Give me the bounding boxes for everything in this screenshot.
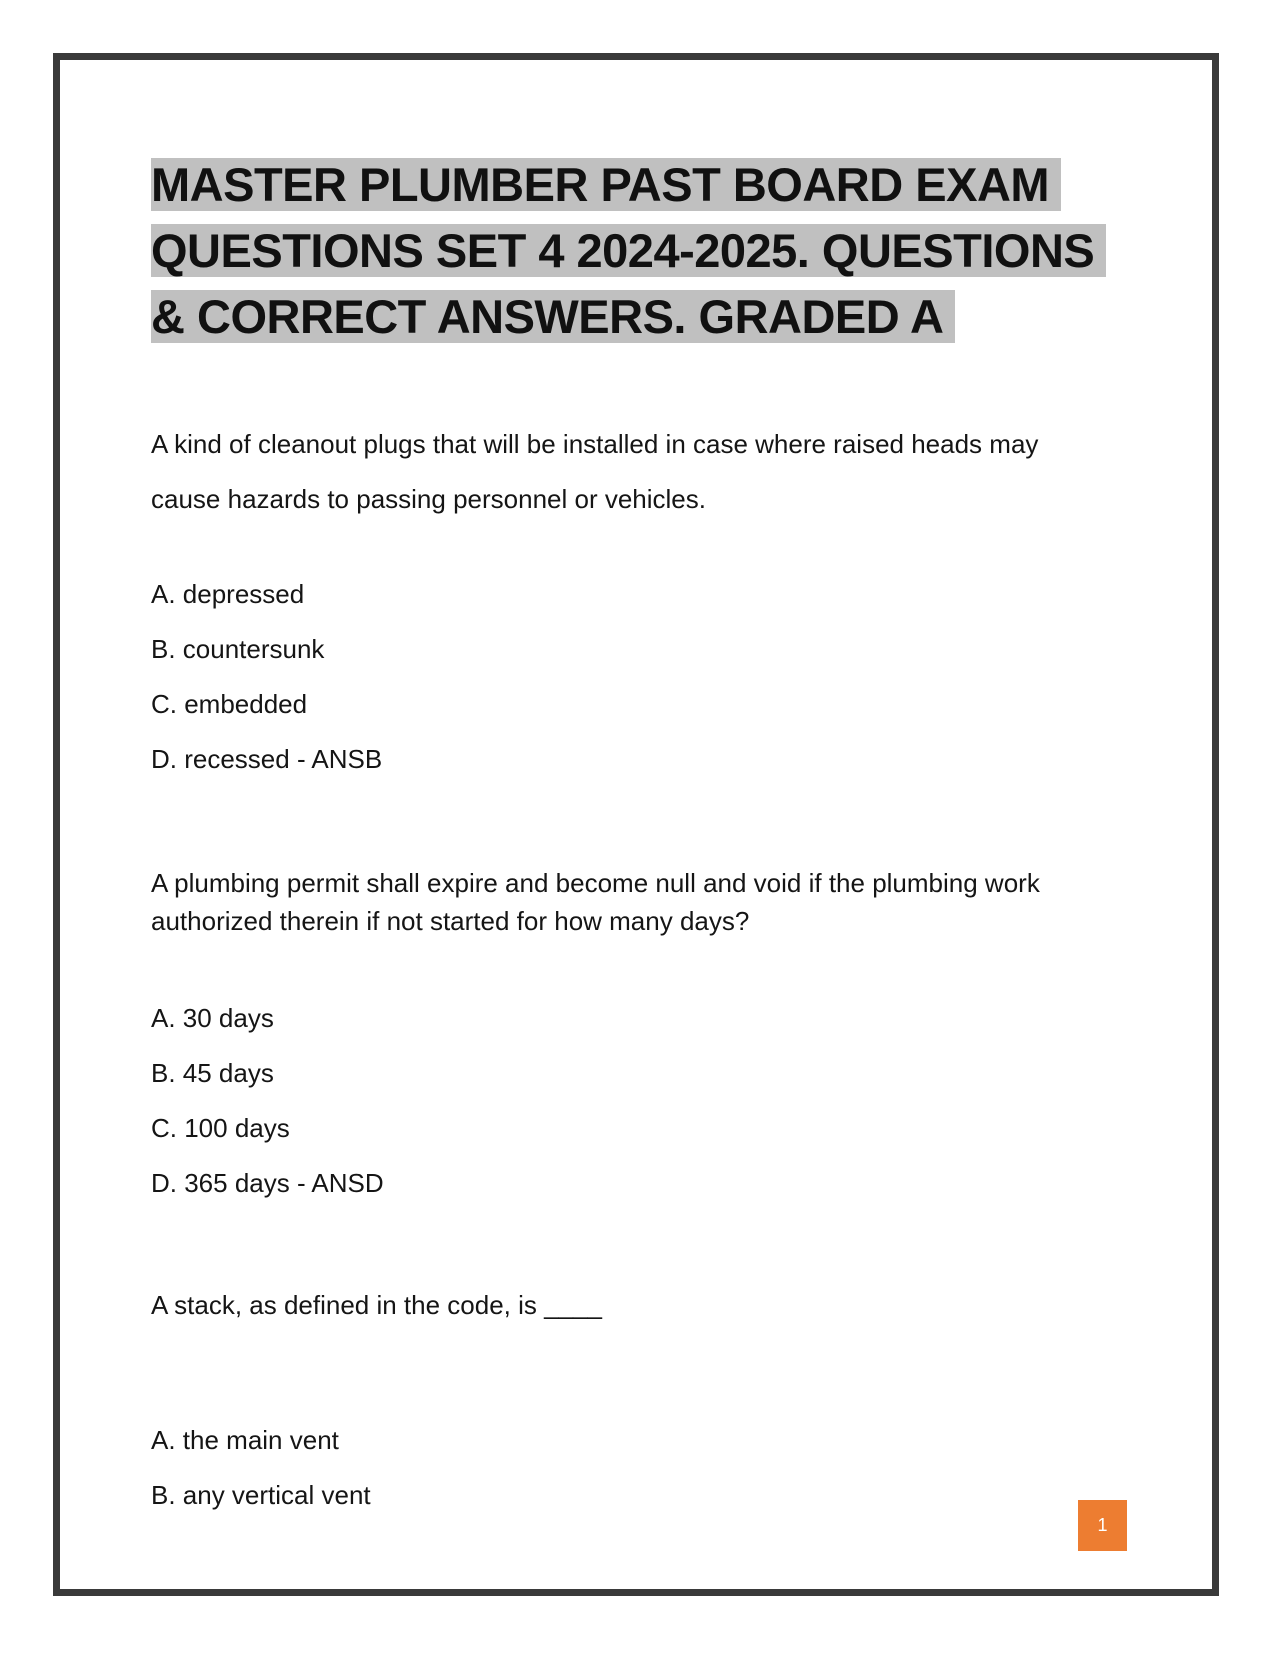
page-number-badge: 1: [1078, 1500, 1127, 1551]
title-line: QUESTIONS SET 4 2024-2025. QUESTIONS: [151, 224, 1106, 277]
question-3-options: [151, 1421, 371, 1531]
answer-option: A. 30 days: [151, 1003, 274, 1033]
question-1-text: A kind of cleanout plugs that will be installed in case where raised heads may cause hazards to passing personnel or vehicles.: [151, 429, 1039, 514]
title-line: MASTER PLUMBER PAST BOARD EXAM: [151, 158, 1061, 211]
answer-option: D. recessed - ANSB: [151, 744, 383, 774]
answer-option: C. embedded: [151, 689, 308, 719]
document-content: [151, 152, 1111, 1510]
question-1-options: [151, 575, 382, 795]
question-2-text: A plumbing permit shall expire and become null and void if the plumbing work authorized therein if not started for how many days?: [151, 868, 1040, 936]
document-title: [151, 152, 1111, 350]
answer-option: D. 365 days - ANSD: [151, 1168, 384, 1198]
answer-option: C. 100 days: [151, 1113, 290, 1143]
answer-option: B. any vertical vent: [151, 1480, 371, 1510]
title-line: & CORRECT ANSWERS. GRADED A: [151, 290, 955, 343]
question-2-options: [151, 999, 384, 1219]
answer-option: B. countersunk: [151, 634, 325, 664]
answer-option: B. 45 days: [151, 1058, 274, 1088]
answer-option: A. the main vent: [151, 1425, 339, 1455]
question-3-text: A stack, as defined in the code, is ____: [151, 1290, 602, 1320]
answer-option: A. depressed: [151, 579, 305, 609]
